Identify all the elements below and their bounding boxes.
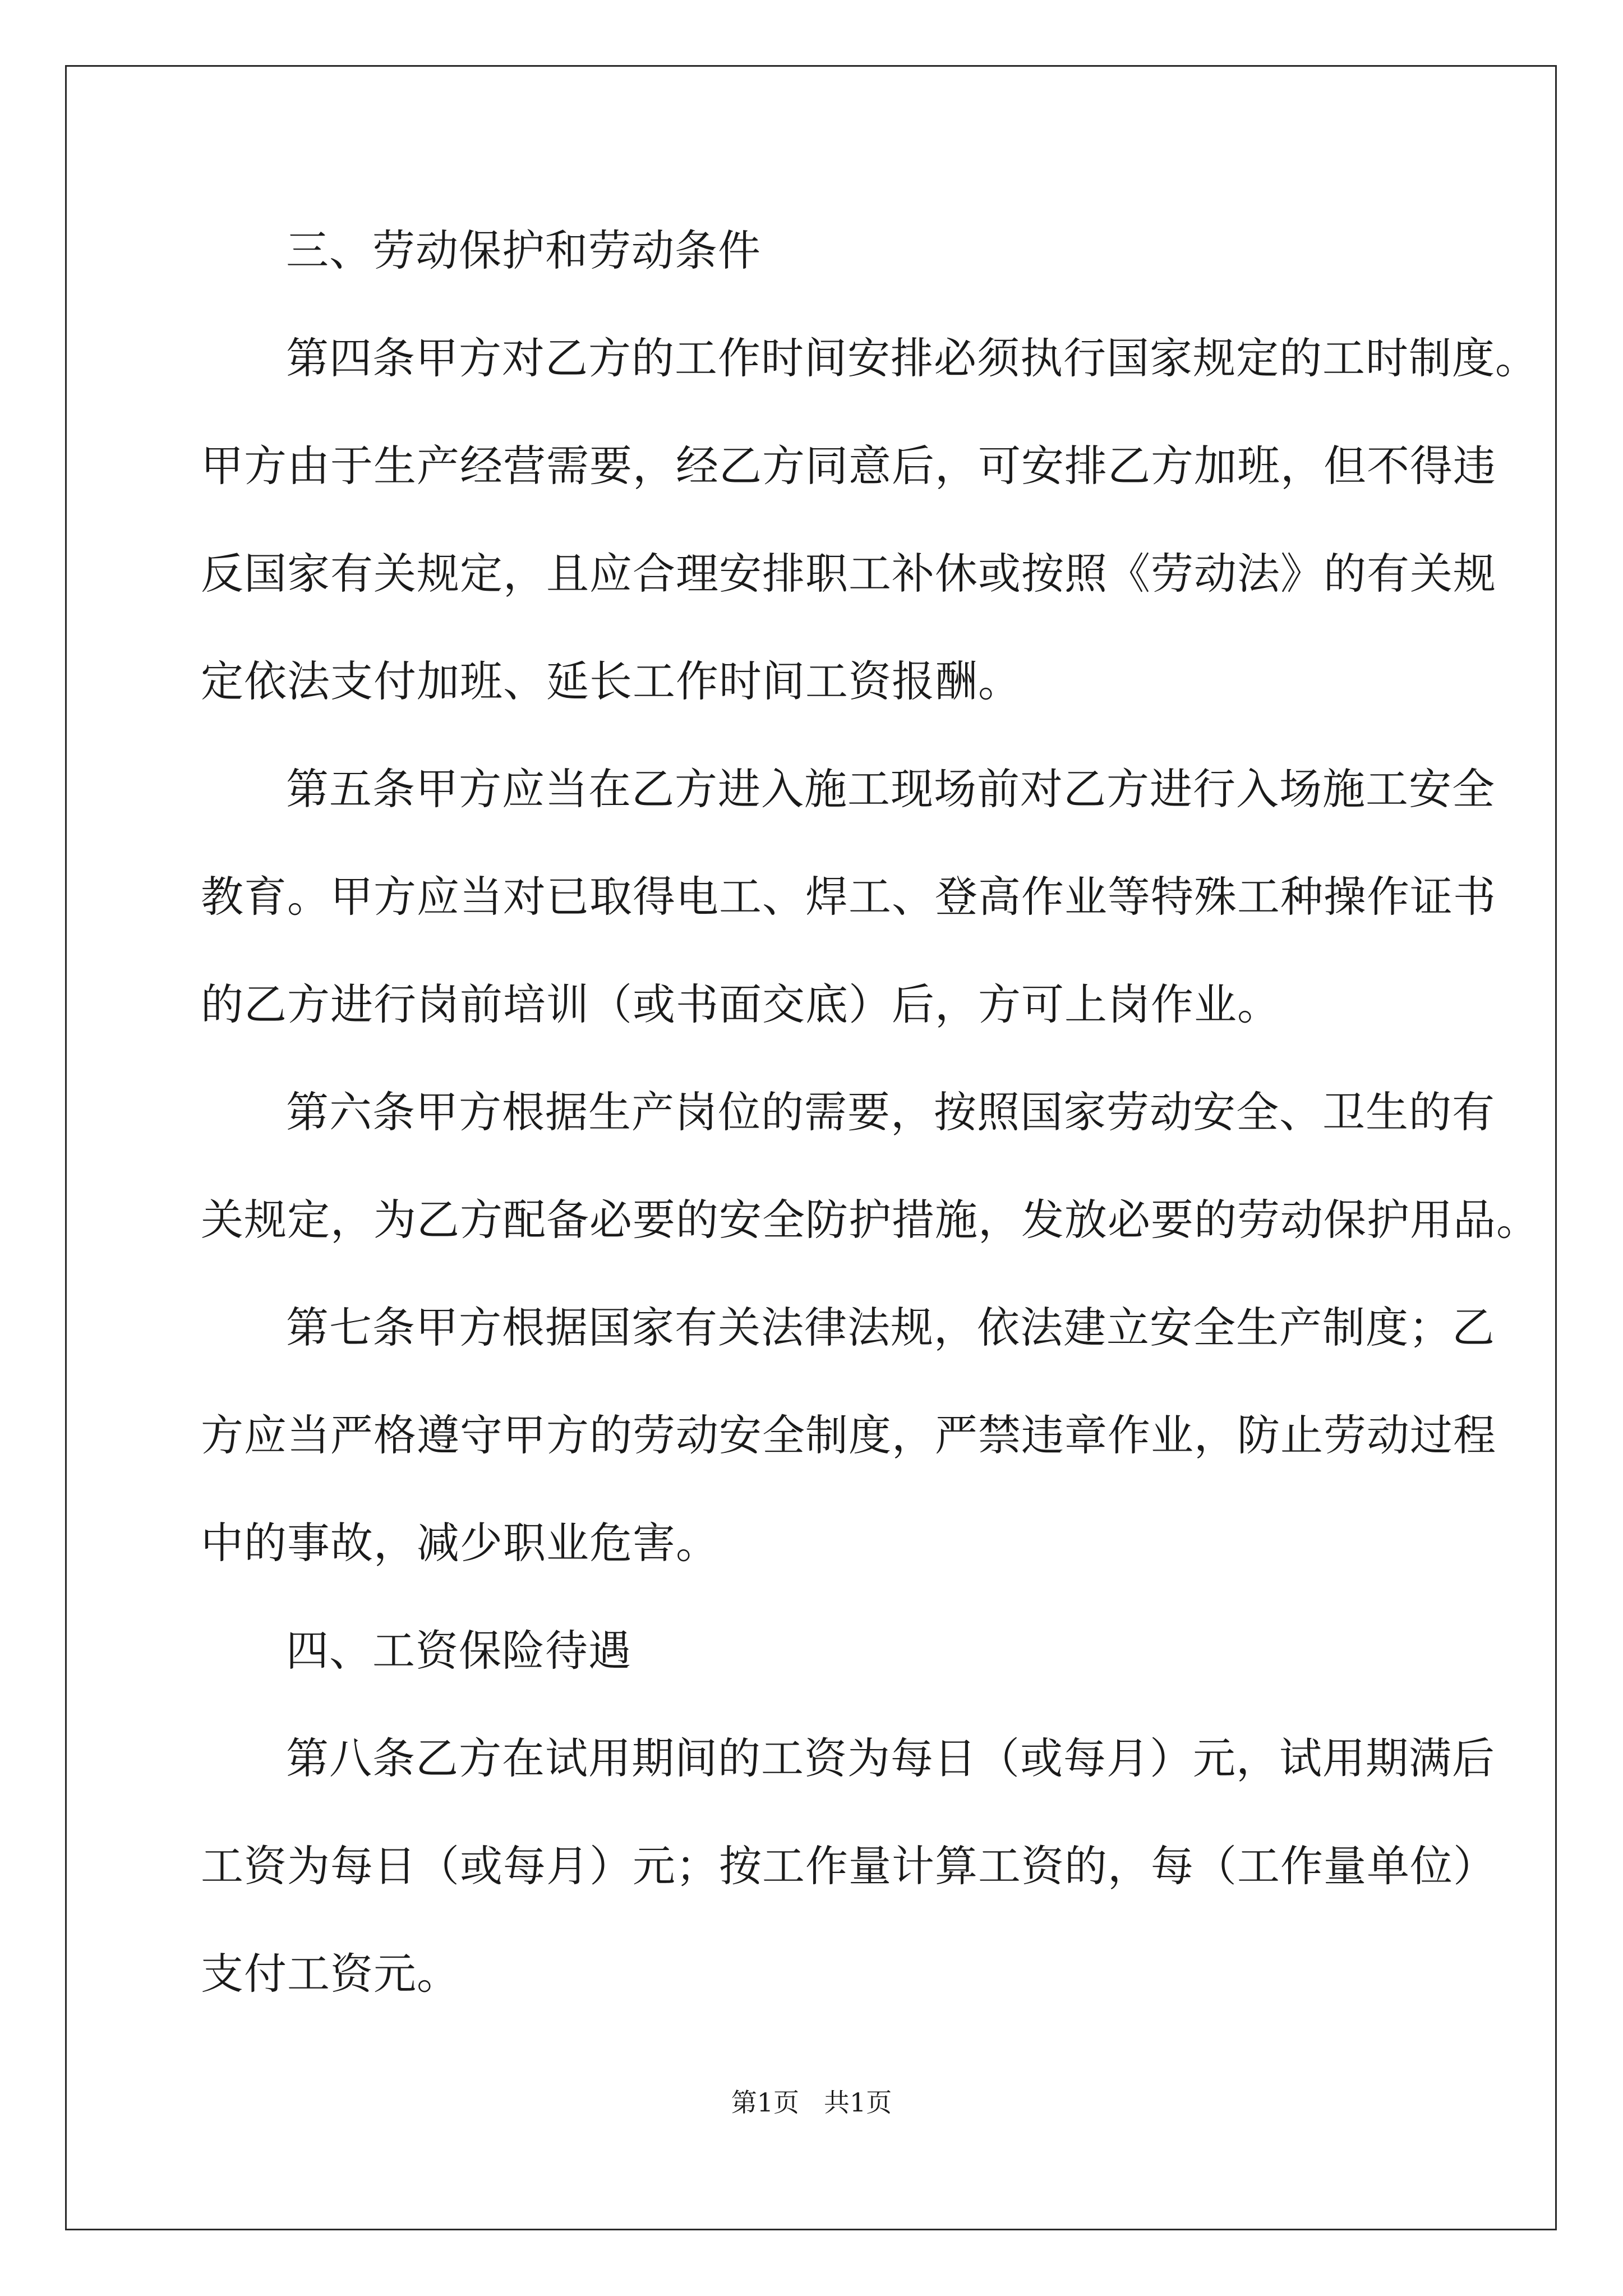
paragraph-line: 第四条甲方对乙方的工作时间安排必须执行国家规定的工时制度。	[286, 333, 1538, 383]
paragraph-line: 第六条甲方根据生产岗位的需要，按照国家劳动安全、卫生的有	[286, 1087, 1495, 1137]
paragraph-line: 工资为每日（或每月）元；按工作量计算工资的，每（工作量单位）	[201, 1841, 1496, 1891]
paragraph-line: 教育。甲方应当对已取得电工、焊工、登高作业等特殊工种操作证书	[201, 872, 1496, 922]
paragraph-line: 定依法支付加班、延长工作时间工资报酬。	[201, 656, 1021, 706]
page-footer	[0, 2082, 1623, 2119]
paragraph-line: 关规定，为乙方配备必要的安全防护措施，发放必要的劳动保护用品。	[201, 1195, 1539, 1245]
paragraph-line: 第七条甲方根据国家有关法律法规，依法建立安全生产制度；乙	[286, 1303, 1495, 1352]
paragraph-line: 第八条乙方在试用期间的工资为每日（或每月）元，试用期满后	[286, 1733, 1495, 1783]
section-heading-4: 四、工资保险待遇	[286, 1626, 631, 1676]
paragraph-line: 中的事故，减少职业危害。	[201, 1518, 719, 1568]
paragraph-line: 的乙方进行岗前培训（或书面交底）后，方可上岗作业。	[201, 979, 1280, 1029]
section-heading-3: 三、劳动保护和劳动条件	[286, 226, 761, 275]
paragraph-line: 第五条甲方应当在乙方进入施工现场前对乙方进行入场施工安全	[286, 764, 1495, 814]
paragraph-line: 反国家有关规定，且应合理安排职工补休或按照《劳动法》的有关规	[201, 549, 1496, 599]
paragraph-line: 甲方由于生产经营需要，经乙方同意后，可安排乙方加班，但不得违	[201, 441, 1496, 491]
page-number-current: 第1页	[731, 2087, 799, 2118]
page-number-total: 共1页	[824, 2087, 892, 2118]
document-body	[201, 213, 1539, 2044]
paragraph-line: 支付工资元。	[201, 1949, 460, 1999]
paragraph-line: 方应当严格遵守甲方的劳动安全制度，严禁违章作业，防止劳动过程	[201, 1410, 1496, 1460]
